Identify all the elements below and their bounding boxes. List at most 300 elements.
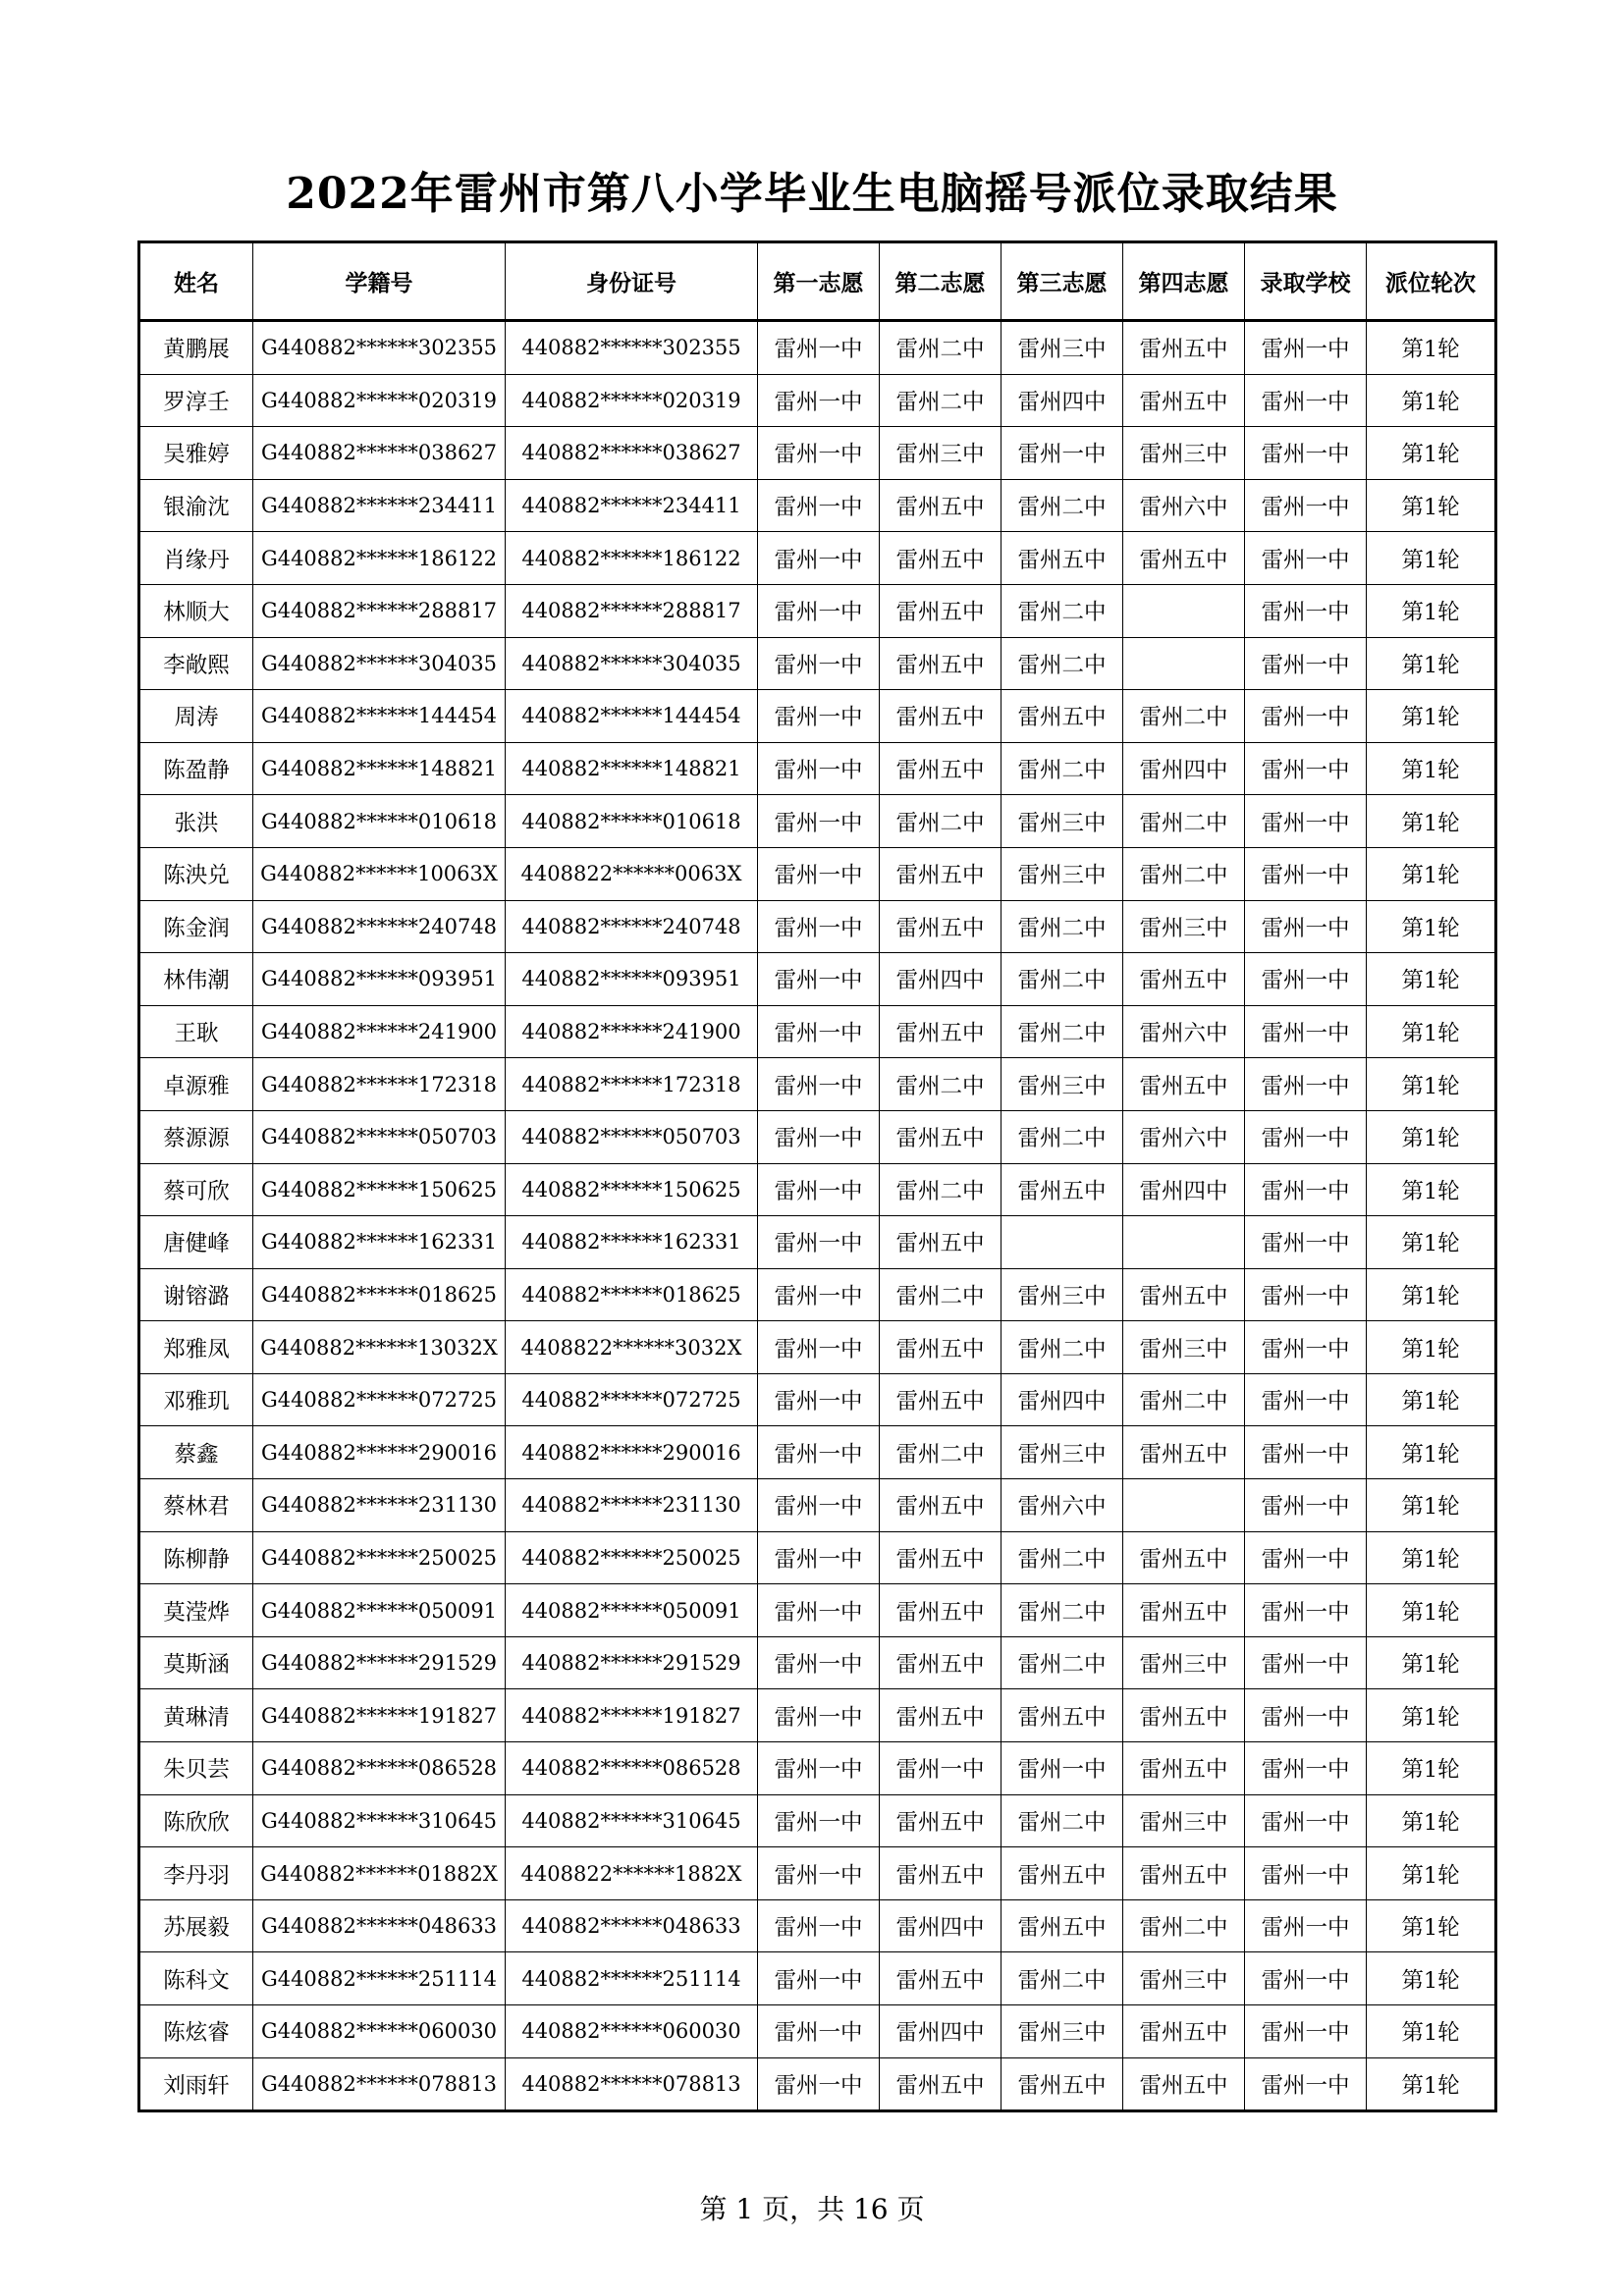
cell-choice-2: 雷州五中 bbox=[880, 1373, 1001, 1426]
header-round: 派位轮次 bbox=[1367, 242, 1496, 321]
cell-choice-1: 雷州一中 bbox=[758, 1268, 880, 1321]
cell-choice-4: 雷州五中 bbox=[1123, 374, 1245, 427]
cell-choice-1: 雷州一中 bbox=[758, 1742, 880, 1795]
cell-round: 第1轮 bbox=[1367, 1058, 1496, 1111]
table-row bbox=[139, 374, 1496, 427]
cell-round: 第1轮 bbox=[1367, 637, 1496, 690]
cell-choice-4: 雷州四中 bbox=[1123, 1163, 1245, 1216]
cell-student-id: G440882******086528 bbox=[253, 1742, 506, 1795]
cell-choice-4 bbox=[1123, 637, 1245, 690]
cell-name: 罗淳壬 bbox=[139, 374, 253, 427]
cell-choice-1: 雷州一中 bbox=[758, 900, 880, 953]
cell-choice-3: 雷州二中 bbox=[1001, 1321, 1123, 1374]
header-id-number: 身份证号 bbox=[506, 242, 758, 321]
cell-student-id: G440882******050703 bbox=[253, 1110, 506, 1163]
cell-round: 第1轮 bbox=[1367, 742, 1496, 795]
cell-admitted-school: 雷州一中 bbox=[1245, 374, 1367, 427]
cell-round: 第1轮 bbox=[1367, 532, 1496, 585]
cell-choice-2: 雷州五中 bbox=[880, 847, 1001, 900]
cell-name: 莫滢烨 bbox=[139, 1584, 253, 1637]
cell-admitted-school: 雷州一中 bbox=[1245, 690, 1367, 743]
cell-choice-1: 雷州一中 bbox=[758, 1689, 880, 1742]
cell-choice-4: 雷州五中 bbox=[1123, 1058, 1245, 1111]
cell-name: 吴雅婷 bbox=[139, 427, 253, 480]
cell-choice-3: 雷州二中 bbox=[1001, 1110, 1123, 1163]
table-row bbox=[139, 321, 1496, 375]
cell-admitted-school: 雷州一中 bbox=[1245, 1636, 1367, 1689]
cell-round: 第1轮 bbox=[1367, 953, 1496, 1006]
cell-admitted-school: 雷州一中 bbox=[1245, 847, 1367, 900]
cell-round: 第1轮 bbox=[1367, 1216, 1496, 1269]
cell-choice-3: 雷州五中 bbox=[1001, 1163, 1123, 1216]
cell-round: 第1轮 bbox=[1367, 1794, 1496, 1847]
cell-choice-4: 雷州三中 bbox=[1123, 1321, 1245, 1374]
header-name: 姓名 bbox=[139, 242, 253, 321]
cell-choice-4: 雷州五中 bbox=[1123, 2057, 1245, 2111]
header-student-id: 学籍号 bbox=[253, 242, 506, 321]
cell-choice-4: 雷州五中 bbox=[1123, 532, 1245, 585]
table-row bbox=[139, 742, 1496, 795]
cell-admitted-school: 雷州一中 bbox=[1245, 1899, 1367, 1952]
table-row bbox=[139, 637, 1496, 690]
cell-admitted-school: 雷州一中 bbox=[1245, 1321, 1367, 1374]
cell-student-id: G440882******302355 bbox=[253, 321, 506, 375]
cell-choice-4: 雷州五中 bbox=[1123, 1584, 1245, 1637]
cell-choice-2: 雷州二中 bbox=[880, 1058, 1001, 1111]
cell-id-number: 440882******020319 bbox=[506, 374, 758, 427]
cell-choice-1: 雷州一中 bbox=[758, 1373, 880, 1426]
cell-choice-4: 雷州五中 bbox=[1123, 1742, 1245, 1795]
cell-student-id: G440882******020319 bbox=[253, 374, 506, 427]
cell-choice-1: 雷州一中 bbox=[758, 1479, 880, 1532]
cell-choice-1: 雷州一中 bbox=[758, 1636, 880, 1689]
cell-choice-3: 雷州三中 bbox=[1001, 795, 1123, 848]
cell-name: 苏展毅 bbox=[139, 1899, 253, 1952]
cell-choice-1: 雷州一中 bbox=[758, 953, 880, 1006]
table-row bbox=[139, 532, 1496, 585]
cell-choice-4: 雷州五中 bbox=[1123, 1847, 1245, 1900]
cell-id-number: 440882******148821 bbox=[506, 742, 758, 795]
cell-round: 第1轮 bbox=[1367, 479, 1496, 532]
cell-round: 第1轮 bbox=[1367, 1847, 1496, 1900]
cell-name: 张洪 bbox=[139, 795, 253, 848]
cell-id-number: 440882******150625 bbox=[506, 1163, 758, 1216]
table-row bbox=[139, 1216, 1496, 1269]
cell-id-number: 440882******302355 bbox=[506, 321, 758, 375]
cell-choice-3: 雷州二中 bbox=[1001, 900, 1123, 953]
table-row bbox=[139, 847, 1496, 900]
cell-choice-3 bbox=[1001, 1216, 1123, 1269]
cell-choice-1: 雷州一中 bbox=[758, 795, 880, 848]
cell-id-number: 4408822******3032X bbox=[506, 1321, 758, 1374]
cell-choice-2: 雷州五中 bbox=[880, 900, 1001, 953]
cell-choice-4: 雷州五中 bbox=[1123, 321, 1245, 375]
header-choice-1: 第一志愿 bbox=[758, 242, 880, 321]
cell-choice-3: 雷州二中 bbox=[1001, 953, 1123, 1006]
cell-choice-2: 雷州五中 bbox=[880, 1847, 1001, 1900]
cell-choice-3: 雷州二中 bbox=[1001, 1005, 1123, 1058]
cell-choice-1: 雷州一中 bbox=[758, 1216, 880, 1269]
table-row bbox=[139, 953, 1496, 1006]
cell-choice-1: 雷州一中 bbox=[758, 1163, 880, 1216]
cell-id-number: 440882******010618 bbox=[506, 795, 758, 848]
cell-admitted-school: 雷州一中 bbox=[1245, 1689, 1367, 1742]
cell-choice-4: 雷州六中 bbox=[1123, 1005, 1245, 1058]
cell-choice-4: 雷州四中 bbox=[1123, 742, 1245, 795]
cell-round: 第1轮 bbox=[1367, 1110, 1496, 1163]
cell-student-id: G440882******072725 bbox=[253, 1373, 506, 1426]
cell-student-id: G440882******060030 bbox=[253, 2005, 506, 2058]
cell-round: 第1轮 bbox=[1367, 1531, 1496, 1584]
cell-choice-4: 雷州六中 bbox=[1123, 1110, 1245, 1163]
cell-id-number: 440882******050091 bbox=[506, 1584, 758, 1637]
cell-choice-3: 雷州三中 bbox=[1001, 321, 1123, 375]
cell-round: 第1轮 bbox=[1367, 584, 1496, 637]
cell-round: 第1轮 bbox=[1367, 690, 1496, 743]
cell-admitted-school: 雷州一中 bbox=[1245, 1531, 1367, 1584]
cell-choice-4: 雷州六中 bbox=[1123, 479, 1245, 532]
cell-choice-3: 雷州三中 bbox=[1001, 2005, 1123, 2058]
cell-choice-3: 雷州五中 bbox=[1001, 1899, 1123, 1952]
table-row bbox=[139, 1110, 1496, 1163]
cell-id-number: 4408822******0063X bbox=[506, 847, 758, 900]
cell-student-id: G440882******093951 bbox=[253, 953, 506, 1006]
cell-id-number: 440882******231130 bbox=[506, 1479, 758, 1532]
cell-choice-1: 雷州一中 bbox=[758, 1426, 880, 1479]
cell-name: 林伟潮 bbox=[139, 953, 253, 1006]
cell-admitted-school: 雷州一中 bbox=[1245, 637, 1367, 690]
cell-choice-4: 雷州三中 bbox=[1123, 900, 1245, 953]
table-row bbox=[139, 584, 1496, 637]
cell-round: 第1轮 bbox=[1367, 1163, 1496, 1216]
cell-choice-2: 雷州二中 bbox=[880, 795, 1001, 848]
cell-choice-2: 雷州四中 bbox=[880, 953, 1001, 1006]
cell-choice-3: 雷州二中 bbox=[1001, 1636, 1123, 1689]
cell-id-number: 440882******050703 bbox=[506, 1110, 758, 1163]
cell-round: 第1轮 bbox=[1367, 321, 1496, 375]
cell-choice-2: 雷州五中 bbox=[880, 1636, 1001, 1689]
cell-round: 第1轮 bbox=[1367, 1742, 1496, 1795]
cell-student-id: G440882******250025 bbox=[253, 1531, 506, 1584]
table-row bbox=[139, 2057, 1496, 2111]
cell-id-number: 440882******240748 bbox=[506, 900, 758, 953]
cell-name: 肖缘丹 bbox=[139, 532, 253, 585]
cell-admitted-school: 雷州一中 bbox=[1245, 1163, 1367, 1216]
cell-student-id: G440882******310645 bbox=[253, 1794, 506, 1847]
cell-choice-3: 雷州二中 bbox=[1001, 742, 1123, 795]
cell-name: 陈欣欣 bbox=[139, 1794, 253, 1847]
cell-student-id: G440882******304035 bbox=[253, 637, 506, 690]
cell-choice-2: 雷州五中 bbox=[880, 584, 1001, 637]
cell-student-id: G440882******172318 bbox=[253, 1058, 506, 1111]
cell-name: 李敞熙 bbox=[139, 637, 253, 690]
cell-student-id: G440882******240748 bbox=[253, 900, 506, 953]
cell-id-number: 440882******288817 bbox=[506, 584, 758, 637]
cell-name: 黄琳清 bbox=[139, 1689, 253, 1742]
cell-choice-4: 雷州二中 bbox=[1123, 795, 1245, 848]
cell-student-id: G440882******13032X bbox=[253, 1321, 506, 1374]
cell-name: 邓雅玑 bbox=[139, 1373, 253, 1426]
cell-choice-2: 雷州四中 bbox=[880, 1899, 1001, 1952]
cell-choice-4: 雷州三中 bbox=[1123, 1952, 1245, 2005]
cell-choice-4 bbox=[1123, 1479, 1245, 1532]
header-choice-4: 第四志愿 bbox=[1123, 242, 1245, 321]
cell-admitted-school: 雷州一中 bbox=[1245, 900, 1367, 953]
cell-choice-4: 雷州三中 bbox=[1123, 1636, 1245, 1689]
cell-student-id: G440882******234411 bbox=[253, 479, 506, 532]
cell-admitted-school: 雷州一中 bbox=[1245, 1110, 1367, 1163]
table-row bbox=[139, 1163, 1496, 1216]
cell-student-id: G440882******018625 bbox=[253, 1268, 506, 1321]
cell-choice-1: 雷州一中 bbox=[758, 584, 880, 637]
cell-id-number: 440882******191827 bbox=[506, 1689, 758, 1742]
cell-round: 第1轮 bbox=[1367, 427, 1496, 480]
cell-choice-1: 雷州一中 bbox=[758, 637, 880, 690]
cell-round: 第1轮 bbox=[1367, 1636, 1496, 1689]
cell-name: 银渝沈 bbox=[139, 479, 253, 532]
cell-student-id: G440882******10063X bbox=[253, 847, 506, 900]
cell-choice-2: 雷州五中 bbox=[880, 1689, 1001, 1742]
cell-student-id: G440882******288817 bbox=[253, 584, 506, 637]
cell-student-id: G440882******148821 bbox=[253, 742, 506, 795]
cell-choice-1: 雷州一中 bbox=[758, 321, 880, 375]
cell-admitted-school: 雷州一中 bbox=[1245, 1847, 1367, 1900]
cell-id-number: 4408822******1882X bbox=[506, 1847, 758, 1900]
cell-choice-1: 雷州一中 bbox=[758, 742, 880, 795]
cell-choice-2: 雷州三中 bbox=[880, 427, 1001, 480]
page-footer: 第 1 页，共 16 页 bbox=[699, 2193, 925, 2225]
page-title: 2022年雷州市第八小学毕业生电脑摇号派位录取结果 bbox=[286, 169, 1338, 219]
cell-choice-2: 雷州二中 bbox=[880, 374, 1001, 427]
cell-choice-2: 雷州二中 bbox=[880, 321, 1001, 375]
cell-choice-1: 雷州一中 bbox=[758, 1005, 880, 1058]
cell-student-id: G440882******231130 bbox=[253, 1479, 506, 1532]
table-row bbox=[139, 1531, 1496, 1584]
cell-choice-4 bbox=[1123, 1216, 1245, 1269]
cell-name: 朱贝芸 bbox=[139, 1742, 253, 1795]
cell-choice-2: 雷州五中 bbox=[880, 479, 1001, 532]
cell-choice-2: 雷州四中 bbox=[880, 2005, 1001, 2058]
header-row bbox=[139, 242, 1496, 321]
cell-admitted-school: 雷州一中 bbox=[1245, 1742, 1367, 1795]
cell-choice-2: 雷州五中 bbox=[880, 1794, 1001, 1847]
cell-id-number: 440882******172318 bbox=[506, 1058, 758, 1111]
cell-round: 第1轮 bbox=[1367, 1952, 1496, 2005]
cell-round: 第1轮 bbox=[1367, 1689, 1496, 1742]
cell-choice-2: 雷州五中 bbox=[880, 690, 1001, 743]
cell-round: 第1轮 bbox=[1367, 1584, 1496, 1637]
cell-student-id: G440882******150625 bbox=[253, 1163, 506, 1216]
cell-choice-1: 雷州一中 bbox=[758, 2057, 880, 2111]
cell-round: 第1轮 bbox=[1367, 374, 1496, 427]
cell-choice-4: 雷州五中 bbox=[1123, 1426, 1245, 1479]
cell-name: 卓源雅 bbox=[139, 1058, 253, 1111]
cell-name: 蔡源源 bbox=[139, 1110, 253, 1163]
cell-name: 蔡可欣 bbox=[139, 1163, 253, 1216]
cell-id-number: 440882******048633 bbox=[506, 1899, 758, 1952]
cell-choice-3: 雷州四中 bbox=[1001, 374, 1123, 427]
table-row bbox=[139, 1636, 1496, 1689]
cell-round: 第1轮 bbox=[1367, 847, 1496, 900]
cell-choice-2: 雷州二中 bbox=[880, 1426, 1001, 1479]
table-row bbox=[139, 1005, 1496, 1058]
header-choice-2: 第二志愿 bbox=[880, 242, 1001, 321]
table-row bbox=[139, 900, 1496, 953]
cell-choice-2: 雷州五中 bbox=[880, 1531, 1001, 1584]
cell-choice-2: 雷州五中 bbox=[880, 1321, 1001, 1374]
table-row bbox=[139, 1689, 1496, 1742]
cell-admitted-school: 雷州一中 bbox=[1245, 1479, 1367, 1532]
cell-student-id: G440882******050091 bbox=[253, 1584, 506, 1637]
cell-choice-2: 雷州五中 bbox=[880, 532, 1001, 585]
cell-admitted-school: 雷州一中 bbox=[1245, 953, 1367, 1006]
cell-id-number: 440882******304035 bbox=[506, 637, 758, 690]
cell-choice-2: 雷州五中 bbox=[880, 1584, 1001, 1637]
cell-student-id: G440882******010618 bbox=[253, 795, 506, 848]
cell-choice-1: 雷州一中 bbox=[758, 1110, 880, 1163]
cell-choice-1: 雷州一中 bbox=[758, 427, 880, 480]
cell-choice-3: 雷州二中 bbox=[1001, 1952, 1123, 2005]
cell-choice-4: 雷州五中 bbox=[1123, 1268, 1245, 1321]
cell-id-number: 440882******251114 bbox=[506, 1952, 758, 2005]
cell-name: 蔡林君 bbox=[139, 1479, 253, 1532]
cell-name: 陈柳静 bbox=[139, 1531, 253, 1584]
cell-choice-2: 雷州二中 bbox=[880, 1163, 1001, 1216]
table-row bbox=[139, 1742, 1496, 1795]
cell-choice-1: 雷州一中 bbox=[758, 1531, 880, 1584]
cell-admitted-school: 雷州一中 bbox=[1245, 1268, 1367, 1321]
cell-name: 刘雨轩 bbox=[139, 2057, 253, 2111]
cell-id-number: 440882******018625 bbox=[506, 1268, 758, 1321]
cell-choice-3: 雷州三中 bbox=[1001, 1426, 1123, 1479]
table-row bbox=[139, 1952, 1496, 2005]
cell-choice-4: 雷州三中 bbox=[1123, 427, 1245, 480]
cell-admitted-school: 雷州一中 bbox=[1245, 1216, 1367, 1269]
cell-choice-2: 雷州五中 bbox=[880, 2057, 1001, 2111]
cell-admitted-school: 雷州一中 bbox=[1245, 2005, 1367, 2058]
cell-choice-3: 雷州五中 bbox=[1001, 2057, 1123, 2111]
cell-admitted-school: 雷州一中 bbox=[1245, 2057, 1367, 2111]
cell-choice-2: 雷州五中 bbox=[880, 1005, 1001, 1058]
cell-name: 郑雅凤 bbox=[139, 1321, 253, 1374]
cell-choice-3: 雷州一中 bbox=[1001, 1742, 1123, 1795]
cell-student-id: G440882******038627 bbox=[253, 427, 506, 480]
cell-round: 第1轮 bbox=[1367, 1321, 1496, 1374]
cell-choice-4: 雷州二中 bbox=[1123, 1373, 1245, 1426]
cell-choice-4: 雷州三中 bbox=[1123, 1794, 1245, 1847]
cell-choice-3: 雷州二中 bbox=[1001, 479, 1123, 532]
cell-choice-2: 雷州二中 bbox=[880, 1268, 1001, 1321]
table-row bbox=[139, 427, 1496, 480]
cell-admitted-school: 雷州一中 bbox=[1245, 584, 1367, 637]
cell-id-number: 440882******310645 bbox=[506, 1794, 758, 1847]
cell-name: 林顺大 bbox=[139, 584, 253, 637]
table-row bbox=[139, 1899, 1496, 1952]
cell-round: 第1轮 bbox=[1367, 1426, 1496, 1479]
cell-choice-1: 雷州一中 bbox=[758, 1321, 880, 1374]
cell-admitted-school: 雷州一中 bbox=[1245, 1005, 1367, 1058]
cell-id-number: 440882******078813 bbox=[506, 2057, 758, 2111]
cell-student-id: G440882******162331 bbox=[253, 1216, 506, 1269]
results-table bbox=[137, 240, 1497, 2112]
cell-choice-3: 雷州三中 bbox=[1001, 1058, 1123, 1111]
cell-name: 谢镕潞 bbox=[139, 1268, 253, 1321]
cell-choice-3: 雷州六中 bbox=[1001, 1479, 1123, 1532]
cell-name: 陈金润 bbox=[139, 900, 253, 953]
cell-name: 王耿 bbox=[139, 1005, 253, 1058]
cell-student-id: G440882******251114 bbox=[253, 1952, 506, 2005]
table-row bbox=[139, 479, 1496, 532]
cell-choice-3: 雷州五中 bbox=[1001, 1847, 1123, 1900]
cell-id-number: 440882******162331 bbox=[506, 1216, 758, 1269]
table-row bbox=[139, 1321, 1496, 1374]
cell-choice-3: 雷州三中 bbox=[1001, 1268, 1123, 1321]
cell-name: 蔡鑫 bbox=[139, 1426, 253, 1479]
cell-round: 第1轮 bbox=[1367, 795, 1496, 848]
cell-choice-3: 雷州二中 bbox=[1001, 1531, 1123, 1584]
cell-choice-2: 雷州五中 bbox=[880, 1110, 1001, 1163]
table-row bbox=[139, 1479, 1496, 1532]
cell-admitted-school: 雷州一中 bbox=[1245, 1952, 1367, 2005]
cell-name: 陈炫睿 bbox=[139, 2005, 253, 2058]
cell-student-id: G440882******048633 bbox=[253, 1899, 506, 1952]
cell-name: 周涛 bbox=[139, 690, 253, 743]
cell-choice-2: 雷州五中 bbox=[880, 637, 1001, 690]
cell-student-id: G440882******078813 bbox=[253, 2057, 506, 2111]
cell-choice-4: 雷州二中 bbox=[1123, 1899, 1245, 1952]
cell-admitted-school: 雷州一中 bbox=[1245, 427, 1367, 480]
cell-choice-4: 雷州五中 bbox=[1123, 1689, 1245, 1742]
cell-name: 莫斯涵 bbox=[139, 1636, 253, 1689]
cell-choice-3: 雷州五中 bbox=[1001, 532, 1123, 585]
cell-choice-2: 雷州五中 bbox=[880, 1216, 1001, 1269]
cell-choice-4 bbox=[1123, 584, 1245, 637]
header-admitted-school: 录取学校 bbox=[1245, 242, 1367, 321]
cell-student-id: G440882******144454 bbox=[253, 690, 506, 743]
cell-id-number: 440882******290016 bbox=[506, 1426, 758, 1479]
cell-admitted-school: 雷州一中 bbox=[1245, 742, 1367, 795]
cell-round: 第1轮 bbox=[1367, 900, 1496, 953]
cell-choice-1: 雷州一中 bbox=[758, 374, 880, 427]
cell-choice-4: 雷州五中 bbox=[1123, 1531, 1245, 1584]
table-row bbox=[139, 795, 1496, 848]
cell-admitted-school: 雷州一中 bbox=[1245, 1058, 1367, 1111]
cell-choice-4: 雷州二中 bbox=[1123, 690, 1245, 743]
cell-round: 第1轮 bbox=[1367, 1005, 1496, 1058]
cell-id-number: 440882******086528 bbox=[506, 1742, 758, 1795]
cell-id-number: 440882******038627 bbox=[506, 427, 758, 480]
cell-admitted-school: 雷州一中 bbox=[1245, 1373, 1367, 1426]
cell-choice-3: 雷州二中 bbox=[1001, 584, 1123, 637]
cell-round: 第1轮 bbox=[1367, 1373, 1496, 1426]
cell-round: 第1轮 bbox=[1367, 1899, 1496, 1952]
cell-choice-1: 雷州一中 bbox=[758, 479, 880, 532]
cell-admitted-school: 雷州一中 bbox=[1245, 1426, 1367, 1479]
cell-choice-3: 雷州三中 bbox=[1001, 847, 1123, 900]
cell-id-number: 440882******144454 bbox=[506, 690, 758, 743]
cell-round: 第1轮 bbox=[1367, 1268, 1496, 1321]
cell-round: 第1轮 bbox=[1367, 1479, 1496, 1532]
cell-name: 陈科文 bbox=[139, 1952, 253, 2005]
cell-admitted-school: 雷州一中 bbox=[1245, 321, 1367, 375]
cell-admitted-school: 雷州一中 bbox=[1245, 795, 1367, 848]
table-row bbox=[139, 1268, 1496, 1321]
cell-id-number: 440882******072725 bbox=[506, 1373, 758, 1426]
cell-admitted-school: 雷州一中 bbox=[1245, 532, 1367, 585]
table-row bbox=[139, 1058, 1496, 1111]
cell-choice-3: 雷州二中 bbox=[1001, 637, 1123, 690]
cell-choice-1: 雷州一中 bbox=[758, 1584, 880, 1637]
